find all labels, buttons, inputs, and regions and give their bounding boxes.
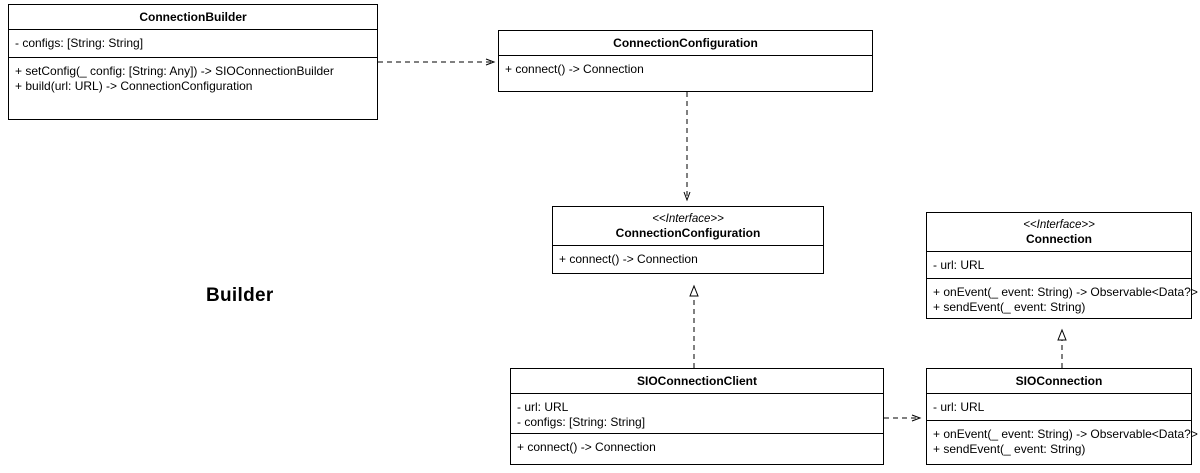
class-name-connection-interface: Connection [1026, 232, 1092, 246]
class-attributes-sio-connection-client [511, 394, 883, 434]
class-methods-sio-connection-client [511, 434, 883, 461]
attribute-row: - url: URL [933, 400, 985, 414]
method-row: + connect() -> Connection [517, 440, 656, 454]
class-box-connection-configuration[interactable] [498, 30, 873, 92]
class-name-sio-connection: SIOConnection [1015, 374, 1103, 388]
attribute-row: - configs: [String: String] [517, 415, 646, 429]
class-title-sio-connection-client [511, 369, 883, 394]
class-box-connection-configuration-interface[interactable] [552, 206, 824, 274]
class-box-connection-interface[interactable] [926, 212, 1198, 319]
class-title-sio-connection [927, 369, 1191, 394]
class-methods-connection-configuration-interface [553, 246, 823, 273]
class-title-connection-configuration [499, 31, 872, 56]
class-name-connection-configuration: ConnectionConfiguration [613, 36, 758, 50]
pattern-label: Builder [206, 285, 274, 306]
class-box-sio-connection-client[interactable] [510, 368, 884, 465]
class-methods-connection-builder [9, 58, 377, 100]
class-box-sio-connection[interactable] [926, 368, 1198, 465]
method-row: + sendEvent(_ event: String) [933, 442, 1086, 456]
method-row: + connect() -> Connection [559, 252, 698, 266]
class-box-connection-builder[interactable] [8, 4, 378, 120]
class-title-connection-configuration-interface [553, 207, 823, 246]
method-row: + onEvent(_ event: String) -> Observable<Data?> [933, 285, 1198, 299]
method-row: + onEvent(_ event: String) -> Observable<Data?> [933, 427, 1198, 441]
method-row: + connect() -> Connection [505, 62, 644, 76]
class-name-sio-connection-client: SIOConnectionClient [637, 374, 757, 388]
class-attributes-connection-builder [9, 30, 377, 58]
class-attributes-sio-connection [927, 394, 1191, 421]
stereotype-interface: <<Interface>> [652, 213, 724, 225]
class-name-connection-builder: ConnectionBuilder [139, 10, 247, 24]
attribute-row: - url: URL [933, 258, 985, 272]
class-title-connection-builder [9, 5, 377, 30]
method-row: + setConfig(_ config: [String: Any]) -> SIOConnectionBuilder [15, 64, 334, 78]
class-attributes-connection-interface [927, 252, 1191, 279]
attribute-row: - url: URL [517, 400, 569, 414]
attribute-row: - configs: [String: String] [15, 36, 144, 50]
class-name-connection-configuration-interface: ConnectionConfiguration [615, 226, 761, 240]
method-row: + sendEvent(_ event: String) [933, 300, 1086, 314]
method-row: + build(url: URL) -> ConnectionConfiguration [15, 79, 253, 93]
stereotype-interface: <<Interface>> [1023, 219, 1095, 231]
class-methods-sio-connection [927, 421, 1198, 463]
class-methods-connection-interface [927, 279, 1198, 321]
class-title-connection-interface [927, 213, 1191, 252]
class-methods-connection-configuration [499, 56, 872, 83]
